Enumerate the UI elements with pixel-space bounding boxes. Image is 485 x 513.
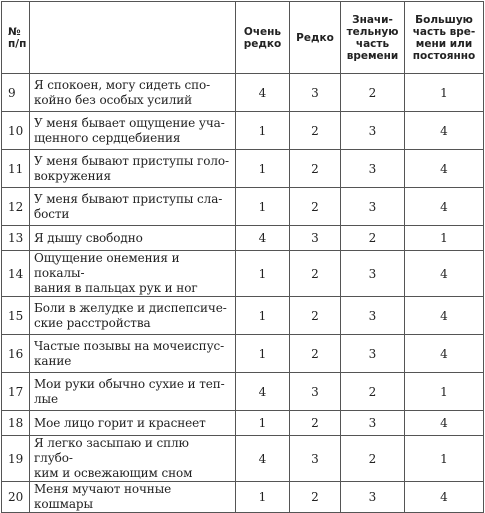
table-row [2,373,484,411]
row-statement: У меня бывают приступы сла- бости [30,188,236,226]
table-row [2,112,484,150]
header-number: № п/п [2,2,30,74]
score-most-time: 4 [405,411,484,436]
row-number: 10 [2,112,30,150]
score-most-time: 1 [405,74,484,112]
score-rarely: 2 [290,112,341,150]
score-significant-time: 3 [341,150,405,188]
score-significant-time: 2 [341,373,405,411]
score-significant-time: 3 [341,335,405,373]
row-number: 19 [2,436,30,482]
row-number: 15 [2,297,30,335]
header-statement [30,2,236,74]
score-rarely: 2 [290,150,341,188]
score-most-time: 1 [405,226,484,251]
score-rarely: 3 [290,373,341,411]
table-row [2,74,484,112]
row-statement: Ощущение онемения и покалы- вания в пальцах рук и ног [30,251,236,297]
score-rarely: 2 [290,251,341,297]
row-statement: Меня мучают ночные кошмары [30,482,236,513]
table-row [2,482,484,513]
header-significant-time: Значи- тельную часть времени [341,2,405,74]
table-row [2,226,484,251]
score-most-time: 4 [405,112,484,150]
score-most-time: 4 [405,188,484,226]
score-very-rarely: 1 [236,188,290,226]
score-rarely: 3 [290,436,341,482]
score-rarely: 2 [290,411,341,436]
score-rarely: 3 [290,74,341,112]
score-most-time: 4 [405,482,484,513]
table-row [2,436,484,482]
score-significant-time: 3 [341,297,405,335]
header-most-time: Большую часть вре- мени или постоянно [405,2,484,74]
score-very-rarely: 1 [236,112,290,150]
row-statement: Частые позывы на мочеиспус- кание [30,335,236,373]
score-most-time: 4 [405,251,484,297]
row-number: 11 [2,150,30,188]
survey-table [1,1,484,513]
table-row [2,150,484,188]
score-most-time: 1 [405,373,484,411]
score-rarely: 2 [290,188,341,226]
score-very-rarely: 1 [236,297,290,335]
score-significant-time: 2 [341,74,405,112]
score-most-time: 4 [405,335,484,373]
row-statement: Я спокоен, могу сидеть спо- койно без особых усилий [30,74,236,112]
score-rarely: 2 [290,335,341,373]
row-number: 9 [2,74,30,112]
row-number: 17 [2,373,30,411]
row-number: 12 [2,188,30,226]
score-very-rarely: 4 [236,74,290,112]
score-most-time: 4 [405,297,484,335]
row-number: 20 [2,482,30,513]
row-statement: Боли в желудке и диспепсиче- ские расстройства [30,297,236,335]
table-row [2,411,484,436]
table-row [2,188,484,226]
score-significant-time: 3 [341,482,405,513]
score-very-rarely: 1 [236,482,290,513]
header-row [2,2,484,74]
row-number: 16 [2,335,30,373]
table-row [2,335,484,373]
score-significant-time: 3 [341,188,405,226]
table-row [2,251,484,297]
score-very-rarely: 4 [236,436,290,482]
score-rarely: 2 [290,297,341,335]
table-row [2,297,484,335]
row-statement: У меня бывает ощущение уча- щенного сердцебиения [30,112,236,150]
score-rarely: 2 [290,482,341,513]
score-significant-time: 3 [341,411,405,436]
score-significant-time: 2 [341,226,405,251]
row-statement: Я дышу свободно [30,226,236,251]
score-significant-time: 3 [341,112,405,150]
score-very-rarely: 1 [236,251,290,297]
row-number: 13 [2,226,30,251]
row-statement: Мои руки обычно сухие и теп- лые [30,373,236,411]
score-most-time: 4 [405,150,484,188]
score-rarely: 3 [290,226,341,251]
score-very-rarely: 1 [236,150,290,188]
row-number: 14 [2,251,30,297]
row-statement: У меня бывают приступы голо- вокружения [30,150,236,188]
header-rarely: Редко [290,2,341,74]
row-number: 18 [2,411,30,436]
header-very-rarely: Очень редко [236,2,290,74]
score-significant-time: 3 [341,251,405,297]
score-very-rarely: 1 [236,411,290,436]
score-very-rarely: 4 [236,226,290,251]
score-significant-time: 2 [341,436,405,482]
row-statement: Я легко засыпаю и сплю глубо- ким и освежающим сном [30,436,236,482]
score-very-rarely: 1 [236,335,290,373]
row-statement: Мое лицо горит и краснеет [30,411,236,436]
score-most-time: 1 [405,436,484,482]
score-very-rarely: 4 [236,373,290,411]
